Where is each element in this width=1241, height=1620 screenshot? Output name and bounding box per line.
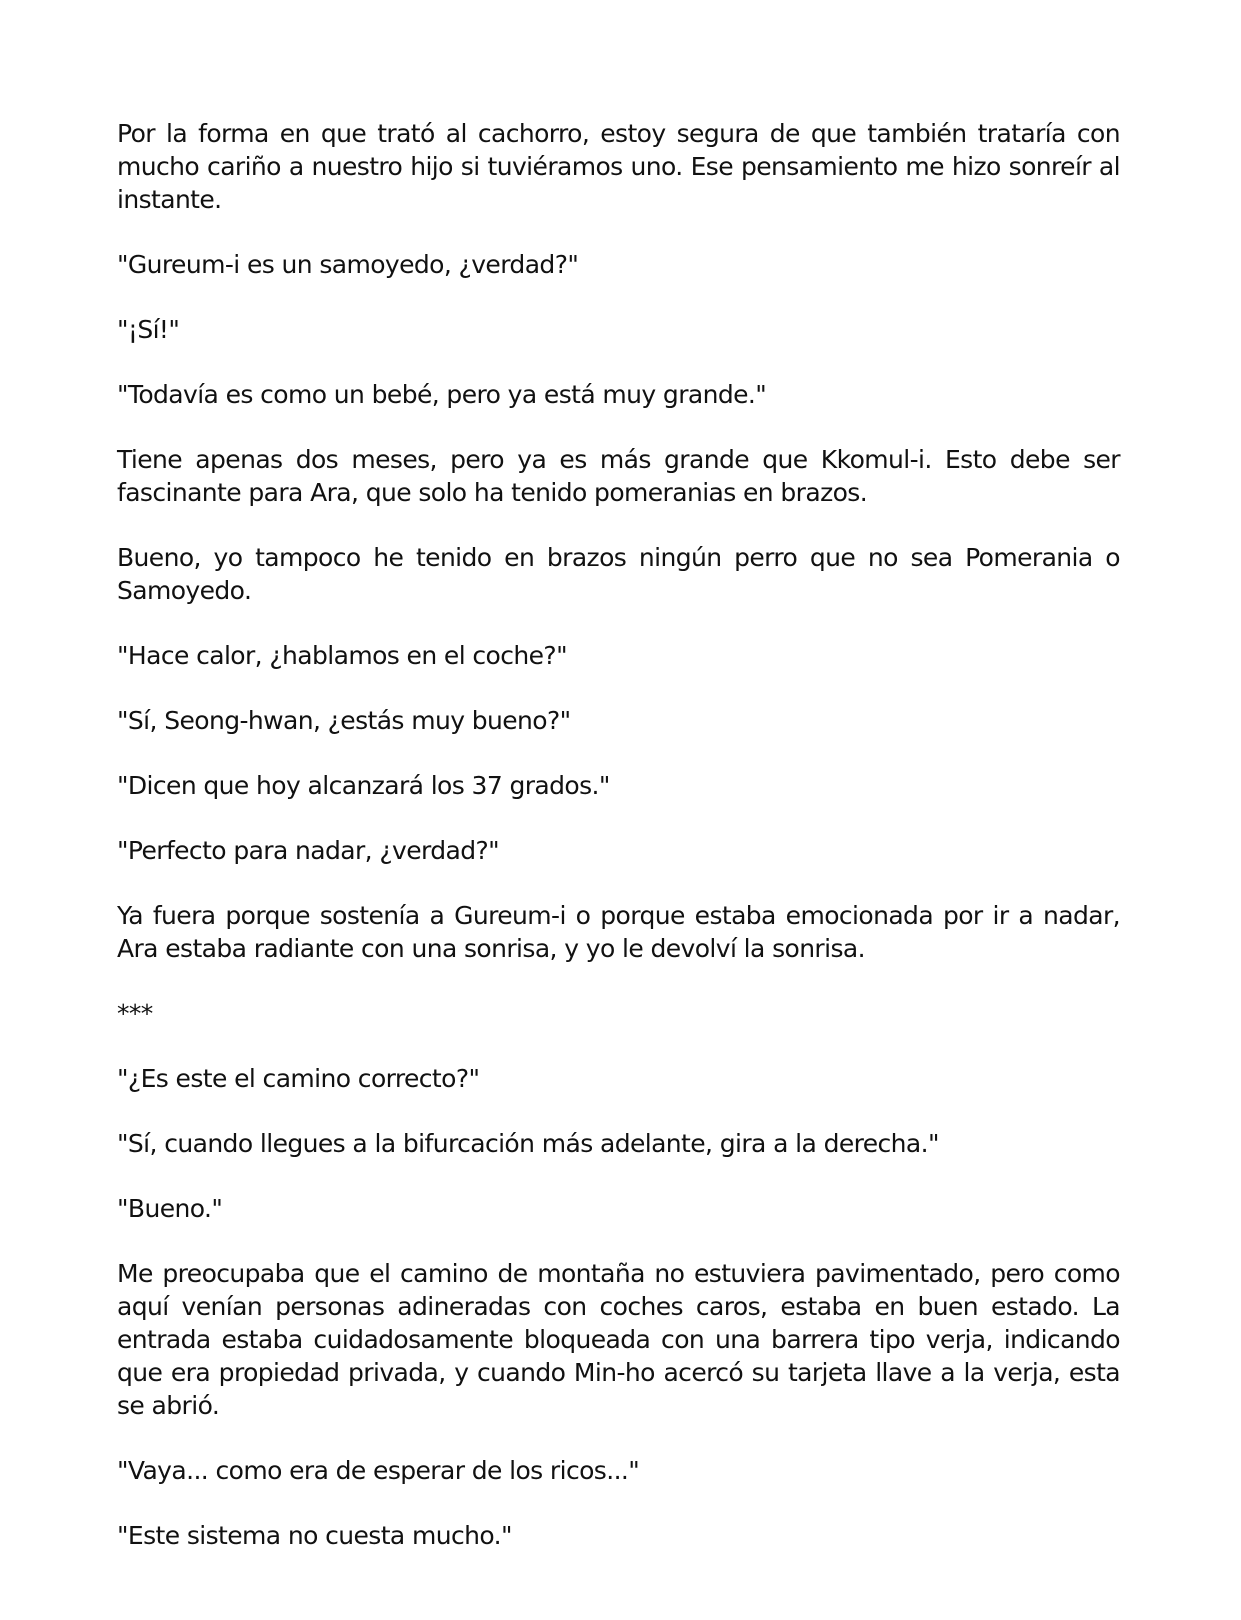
dialogue-line: "Todavía es como un bebé, pero ya está muy grande." (117, 380, 767, 409)
paragraph: Bueno, yo tampoco he tenido en brazos ningún perro que no sea Pomerania o Samoyedo. (117, 543, 1120, 605)
paragraph: Tiene apenas dos meses, pero ya es más grande que Kkomul-i. Esto debe ser fascinante para Ara, que solo ha tenido pomeranias en brazos. (117, 445, 1120, 507)
dialogue-line: "Bueno." (117, 1194, 223, 1223)
paragraph: Por la forma en que trató al cachorro, estoy segura de que también trataría con mucho cariño a nuestro hijo si tuviéramos uno. Ese pensamiento me hizo sonreír al instante. (117, 119, 1120, 214)
dialogue-line: "Hace calor, ¿hablamos en el coche?" (117, 641, 567, 670)
document-body (117, 117, 1120, 1552)
dialogue-line: "Vaya... como era de esperar de los ricos..." (117, 1456, 640, 1485)
dialogue-line: "Perfecto para nadar, ¿verdad?" (117, 836, 500, 865)
scene-break: *** (117, 999, 153, 1028)
dialogue-line: "Gureum-i es un samoyedo, ¿verdad?" (117, 250, 579, 279)
dialogue-line: "Sí, cuando llegues a la bifurcación más adelante, gira a la derecha." (117, 1129, 939, 1158)
paragraph: Me preocupaba que el camino de montaña no estuviera pavimentado, pero como aquí venían personas adineradas con coches caros, estaba en buen estado. La entrada estaba cuidadosamente bloqueada con una barrera tipo verja, indicando que era propiedad privada, y cuando Min-ho acercó su tarjeta llave a la verja, esta se abrió. (117, 1259, 1120, 1420)
dialogue-line: "¿Es este el camino correcto?" (117, 1064, 480, 1093)
paragraph: Ya fuera porque sostenía a Gureum-i o porque estaba emocionada por ir a nadar, Ara estaba radiante con una sonrisa, y yo le devolví la sonrisa. (117, 901, 1120, 963)
dialogue-line: "Dicen que hoy alcanzará los 37 grados." (117, 771, 610, 800)
dialogue-line: "¡Sí!" (117, 315, 180, 344)
dialogue-line: "Este sistema no cuesta mucho." (117, 1521, 512, 1550)
dialogue-line: "Sí, Seong-hwan, ¿estás muy bueno?" (117, 706, 571, 735)
